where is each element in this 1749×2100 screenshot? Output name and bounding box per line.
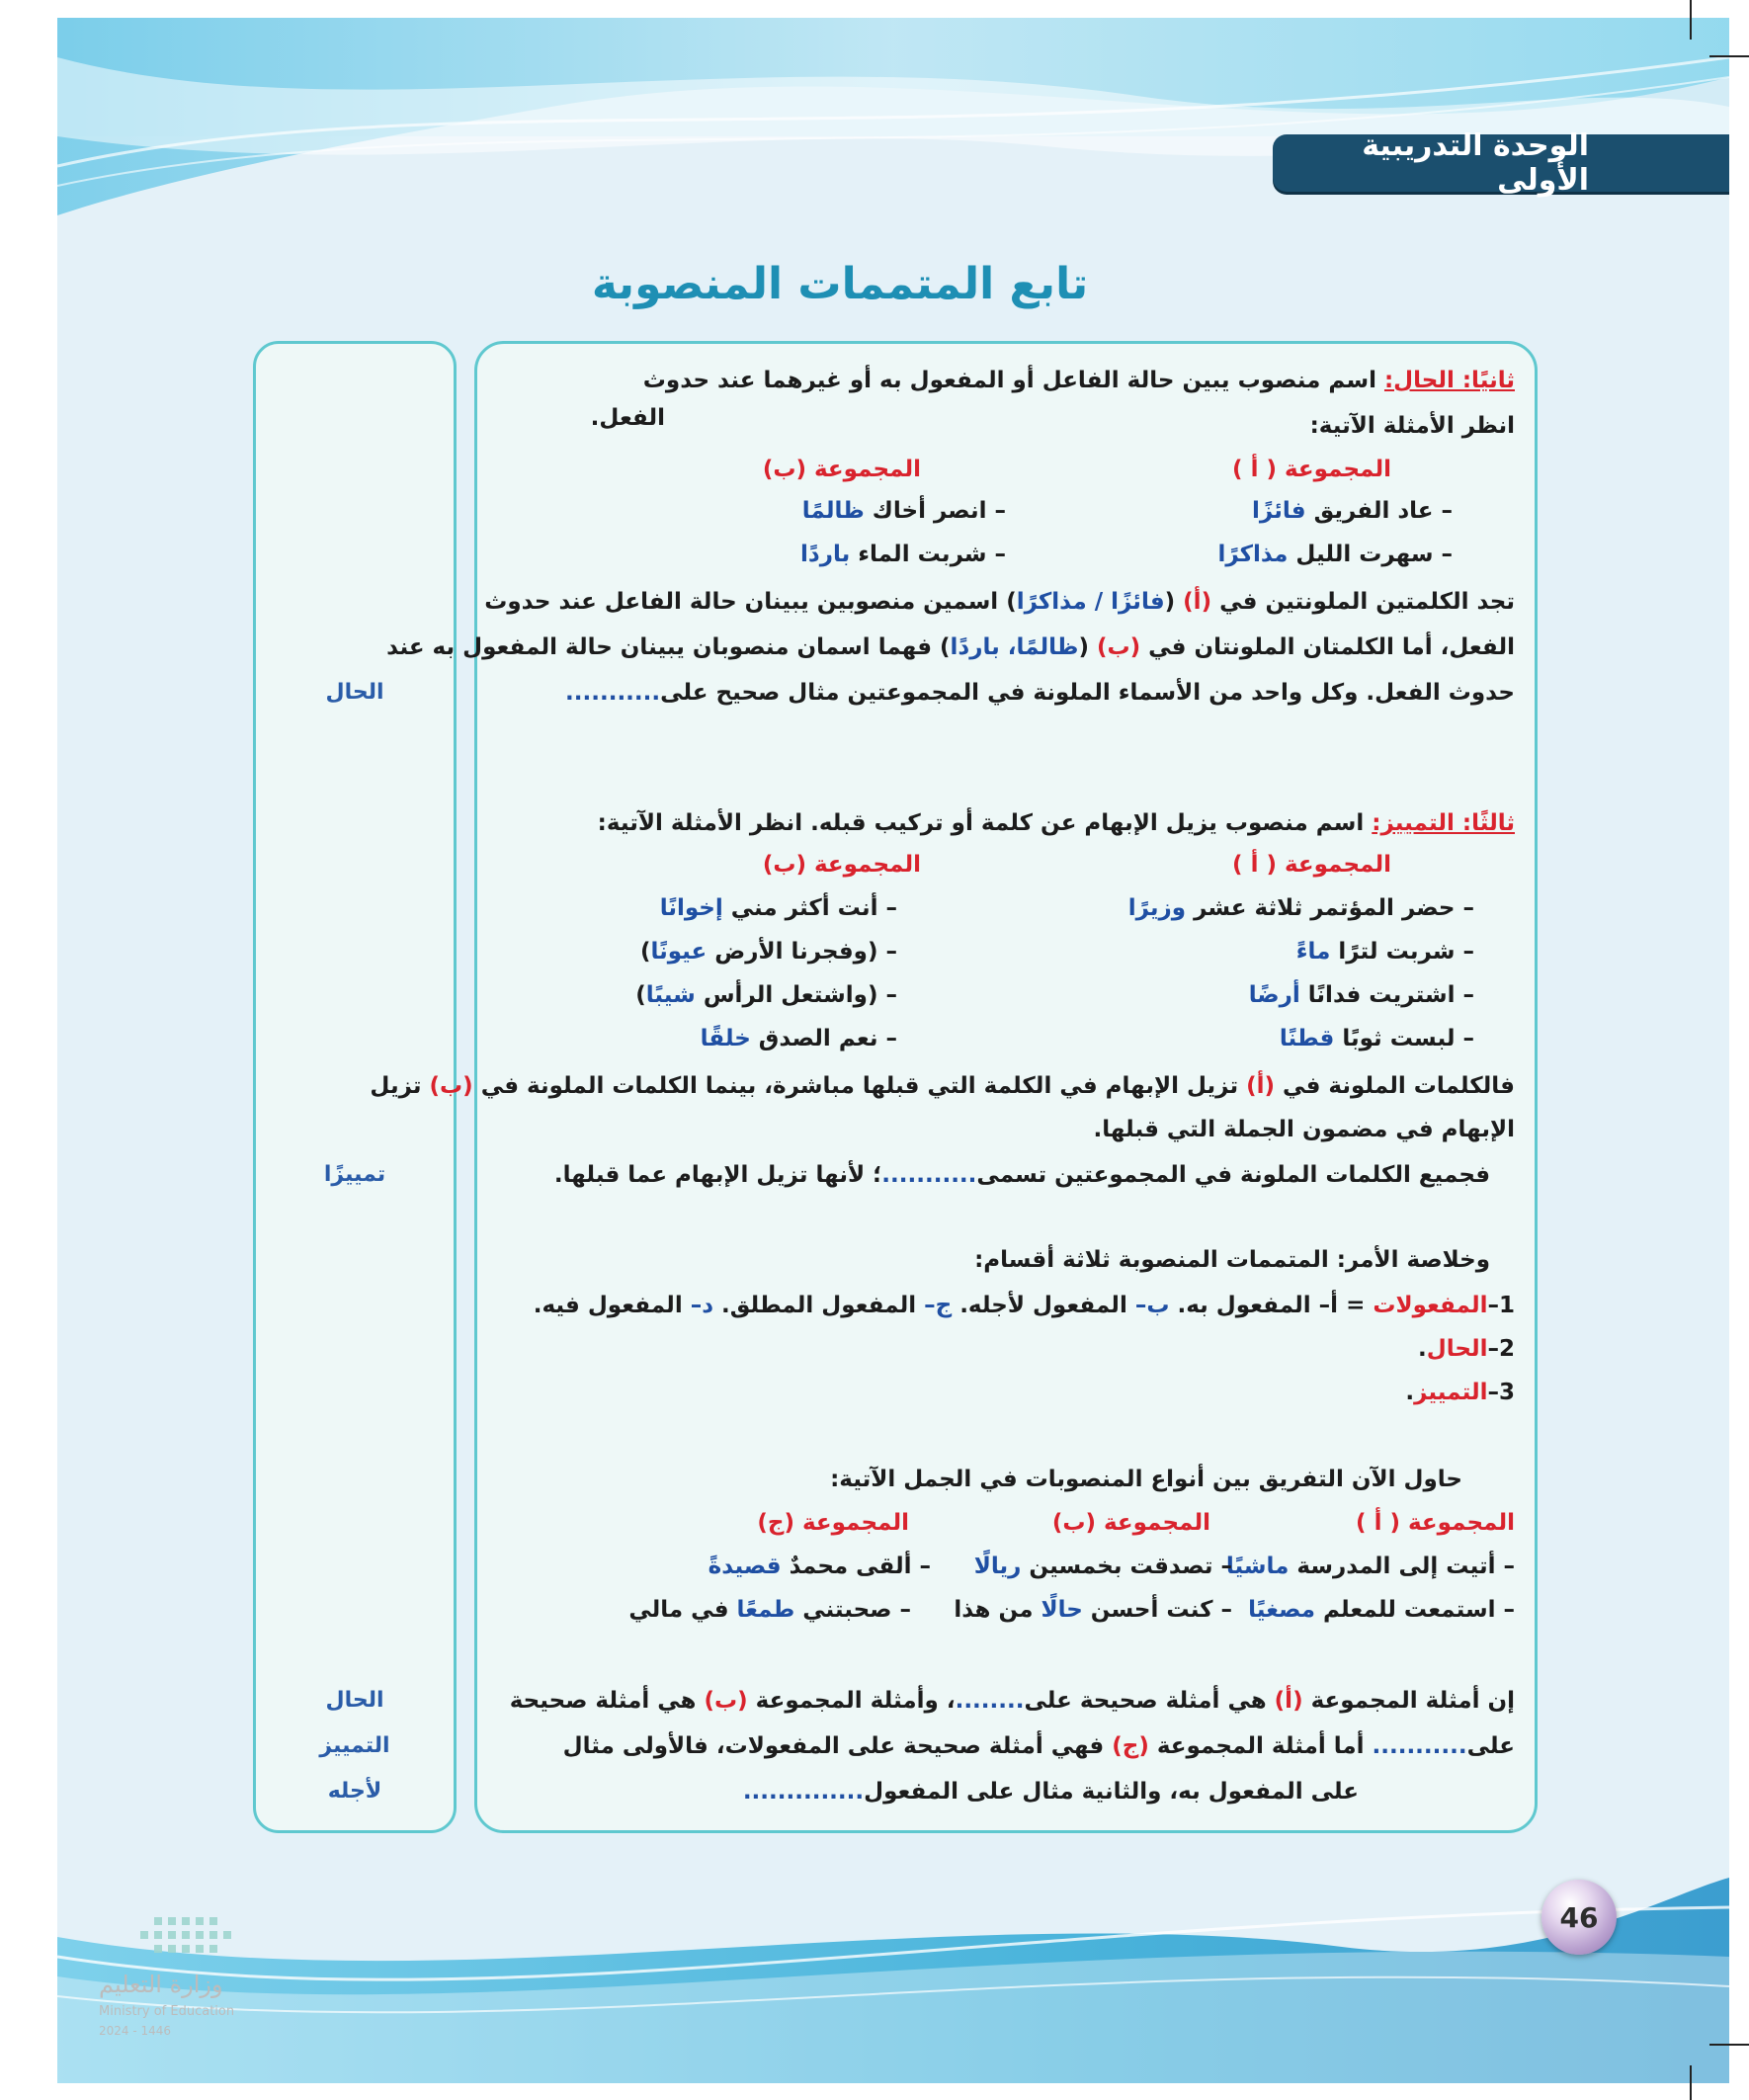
exercise-example-c1: – ألقى محمدٌ قصيدةً bbox=[708, 1554, 931, 1579]
tamyeez-example-a1: – حضر المؤتمر ثلاثة عشر وزيرًا bbox=[1127, 895, 1474, 921]
top-wave-decoration bbox=[57, 18, 1729, 235]
exercise-group-c-title: المجموعة (ج) bbox=[757, 1510, 909, 1536]
summary-item-2: 2–الحال. bbox=[1418, 1336, 1515, 1362]
exercise-intro: حاول الآن التفريق بين أنواع المنصوبات في الجمل الآتية: bbox=[830, 1467, 1462, 1492]
hal-example-a1: – عاد الفريق فائزًا bbox=[1252, 498, 1453, 524]
side-label-hal: الحال bbox=[325, 680, 384, 705]
summary-item-3: 3–التمييز. bbox=[1405, 1380, 1515, 1405]
tamyeez-definition-line: ثالثًا: التمييز: اسم منصوب يزيل الإبهام عن كلمة أو تركيب قبله. انظر الأمثلة الآتية: bbox=[597, 810, 1515, 836]
tamyeez-explanation-line-1: فالكلمات الملونة في (أ) تزيل الإبهام في الكلمة التي قبلها مباشرة، بينما الكلمات الملونة في (ب) تزيل bbox=[370, 1073, 1515, 1099]
unit-banner bbox=[1273, 128, 1729, 198]
hal-definition-line: ثانيًا: الحال: اسم منصوب يبين حالة الفاعل أو المفعول به أو غيرهما عند حدوث bbox=[642, 368, 1515, 393]
tamyeez-example-a2: – شربت لترًا ماءً bbox=[1295, 939, 1474, 965]
ministry-name-en: Ministry of Education bbox=[99, 2004, 235, 2019]
hal-heading: ثانيًا: الحال: bbox=[1383, 368, 1515, 393]
crop-mark bbox=[1709, 2044, 1749, 2046]
exercise-example-a2: – استمعت للمعلم مصغيًا bbox=[1248, 1597, 1515, 1623]
tamyeez-example-b4: – نعم الصدق خلقًا bbox=[700, 1026, 897, 1051]
hal-explanation-line-2: الفعل، أما الكلمتان الملونتان في (ب) (ظالمًا، باردًا) فهما اسمان منصوبان يبينان حالة المفعول به عند bbox=[386, 634, 1515, 660]
hal-explanation-line-1: تجد الكلمتين الملونتين في (أ) (فائزًا / مذاكرًا) اسمين منصوبين يبينان حالة الفاعل عند حدوث bbox=[484, 589, 1515, 615]
ministry-year: 2024 - 1446 bbox=[99, 2024, 172, 2038]
crop-mark bbox=[1690, 0, 1692, 40]
tamyeez-heading: ثالثًا: التمييز: bbox=[1372, 810, 1515, 836]
tamyeez-explanation-line-2: الإبهام في مضمون الجملة التي قبلها. bbox=[1093, 1117, 1515, 1142]
tamyeez-example-a3: – اشتريت فدانًا أرضًا bbox=[1248, 982, 1474, 1008]
page-number-badge bbox=[1541, 1880, 1617, 1955]
tamyeez-group-b-title: المجموعة (ب) bbox=[762, 852, 921, 878]
summary-item-1: 1–المفعولات = أ– المفعول به. ب– المفعول لأجله. ج– المفعول المطلق. د– المفعول فيه. bbox=[533, 1293, 1515, 1318]
bottom-wave-decoration bbox=[57, 1838, 1729, 2083]
exercise-example-b2: – كنت أحسن حالًا من هذا bbox=[954, 1597, 1232, 1623]
tamyeez-example-a4: – لبست ثوبًا قطنًا bbox=[1279, 1026, 1474, 1051]
exercise-example-c2: – صحبتني طمعًا في مالي bbox=[628, 1597, 911, 1623]
hal-look-examples: انظر الأمثلة الآتية: bbox=[1309, 413, 1515, 439]
hal-example-b2: – شربت الماء باردًا bbox=[800, 542, 1006, 567]
tamyeez-explanation-line-3: فجميع الكلمات الملونة في المجموعتين تسمى...........؛ لأنها تزيل الإبهام عما قبلها. bbox=[553, 1162, 1490, 1188]
hal-group-a-title: المجموعة ( أ ) bbox=[1232, 457, 1391, 482]
tamyeez-example-b1: – أنت أكثر مني إخوانًا bbox=[659, 895, 897, 921]
exercise-example-b1: – تصدقت بخمسين ريالًا bbox=[973, 1554, 1232, 1579]
ministry-name-ar: وزارة التعليم bbox=[99, 1971, 223, 1998]
hal-example-b1: – انصر أخاك ظالمًا bbox=[801, 498, 1006, 524]
hal-explanation-line-3: حدوث الفعل. وكل واحد من الأسماء الملونة في المجموعتين مثال صحيح على........... bbox=[565, 680, 1515, 706]
hal-definition-cont: الفعل. bbox=[590, 405, 665, 431]
exercise-question-line-1: إن أمثلة المجموعة (أ) هي أمثلة صحيحة على........، وأمثلة المجموعة (ب) هي أمثلة صحيحة bbox=[509, 1688, 1515, 1714]
exercise-question-line-3: على المفعول به، والثانية مثال على المفعول.............. bbox=[742, 1779, 1359, 1805]
side-label-answer-1: الحال bbox=[325, 1688, 384, 1713]
exercise-example-a1: – أتيت إلى المدرسة ماشيًا bbox=[1225, 1554, 1515, 1579]
unit-title: الوحدة التدريبية الأولى bbox=[1362, 128, 1589, 198]
exercise-question-line-2: على........... أما أمثلة المجموعة (ج) فهي أمثلة صحيحة على المفعولات، فالأولى مثال bbox=[562, 1733, 1515, 1759]
side-label-tamyeez: تمييزًا bbox=[323, 1162, 386, 1187]
side-label-answer-3: لأجله bbox=[327, 1779, 382, 1804]
summary-intro: وخلاصة الأمر: المتممات المنصوبة ثلاثة أقسام: bbox=[974, 1247, 1490, 1273]
hal-example-a2: – سهرت الليل مذاكرًا bbox=[1217, 542, 1453, 567]
crop-mark bbox=[1709, 55, 1749, 57]
hal-group-b-title: المجموعة (ب) bbox=[762, 457, 921, 482]
page-title: تابع المتممات المنصوبة bbox=[591, 259, 1089, 309]
side-label-answer-2: التمييز bbox=[319, 1733, 390, 1758]
crop-mark bbox=[1690, 2065, 1692, 2100]
exercise-group-b-title: المجموعة (ب) bbox=[1051, 1510, 1210, 1536]
tamyeez-group-a-title: المجموعة ( أ ) bbox=[1232, 852, 1391, 878]
exercise-group-a-title: المجموعة ( أ ) bbox=[1356, 1510, 1515, 1536]
tamyeez-example-b3: – (واشتعل الرأس شيبًا) bbox=[635, 982, 897, 1008]
page-number: 46 bbox=[1559, 1900, 1599, 1934]
tamyeez-example-b2: – (وفجرنا الأرض عيونًا) bbox=[639, 939, 897, 965]
